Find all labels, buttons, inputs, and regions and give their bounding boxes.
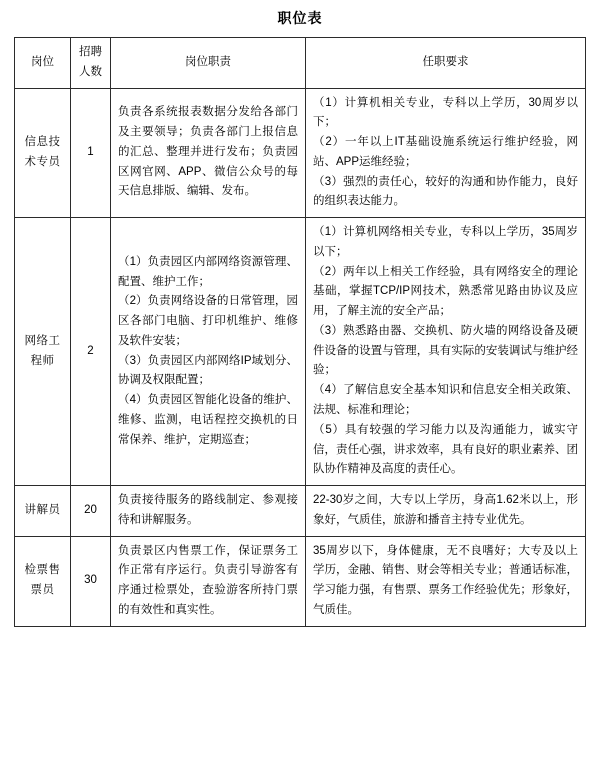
cell-count: 1 — [71, 88, 111, 218]
column-header-position: 岗位 — [15, 38, 71, 89]
cell-position: 检票售票员 — [15, 536, 71, 626]
cell-requirement: 35周岁以下，身体健康，无不良嗜好；大专及以上学历，金融、销售、财会等相关专业；普通话标准，学习能力强，有售票、票务工作经验优先；形象好，气质佳。 — [306, 536, 586, 626]
table-row — [15, 486, 586, 537]
cell-count: 20 — [71, 486, 111, 537]
job-positions-table — [14, 37, 586, 627]
cell-requirement: （1）计算机网络相关专业，专科以上学历，35周岁以下； （2）两年以上相关工作经验，具有网络安全的理论基础，掌握TCP/IP网技术，熟悉常见路由协议及应用，了解主流的安全产品； （3）熟悉路由器、交换机、防火墙的网络设备及硬件设备的设置与管理，具有实际的安装调试与维护经验； （4）了解信息安全基本知识和信息安全相关政策、法规、标准和理论； （5）具有较强的学习能力以及沟通能力，诚实守信，责任心强，讲求效率，具有良好的职业素养、团队协作精神及高度的责任心。 — [306, 218, 586, 486]
cell-duty: 负责接待服务的路线制定、参观接待和讲解服务。 — [111, 486, 306, 537]
cell-position: 网络工程师 — [15, 218, 71, 486]
cell-position: 讲解员 — [15, 486, 71, 537]
table-row — [15, 218, 586, 486]
table-header-row — [15, 38, 586, 89]
column-header-duty: 岗位职责 — [111, 38, 306, 89]
table-header — [15, 38, 586, 89]
cell-duty: 负责景区内售票工作，保证票务工作正常有序运行。负责引导游客有序通过检票处，查验游客所持门票的有效性和真实性。 — [111, 536, 306, 626]
cell-requirement: （1）计算机相关专业，专科以上学历，30周岁以下； （2）一年以上IT基础设施系统运行维护经验，网站、APP运维经验； （3）强烈的责任心，较好的沟通和协作能力，良好的组织表达能力。 — [306, 88, 586, 218]
column-header-requirement: 任职要求 — [306, 38, 586, 89]
table-row — [15, 88, 586, 218]
cell-count: 30 — [71, 536, 111, 626]
cell-count: 2 — [71, 218, 111, 486]
page-title: 职位表 — [277, 10, 323, 26]
table-body — [15, 88, 586, 626]
cell-duty: （1）负责园区内部网络资源管理、配置、维护工作； （2）负责网络设备的日常管理，园区各部门电脑、打印机维护、维修及软件安装； （3）负责园区内部网络IP域划分、协调及权限配置； （4）负责园区智能化设备的维护、维修、监测，电话程控交换机的日常保养、维护，定期巡查； — [111, 218, 306, 486]
table-row — [15, 536, 586, 626]
cell-requirement: 22-30岁之间，大专以上学历，身高1.62米以上，形象好，气质佳，旅游和播音主持专业优先。 — [306, 486, 586, 537]
cell-position: 信息技术专员 — [15, 88, 71, 218]
cell-duty: 负责各系统报表数据分发给各部门及主要领导；负责各部门上报信息的汇总、整理并进行发布；负责园区网官网、APP、微信公众号的每天信息排版、编辑、发布。 — [111, 88, 306, 218]
column-header-count: 招聘 人数 — [71, 38, 111, 89]
